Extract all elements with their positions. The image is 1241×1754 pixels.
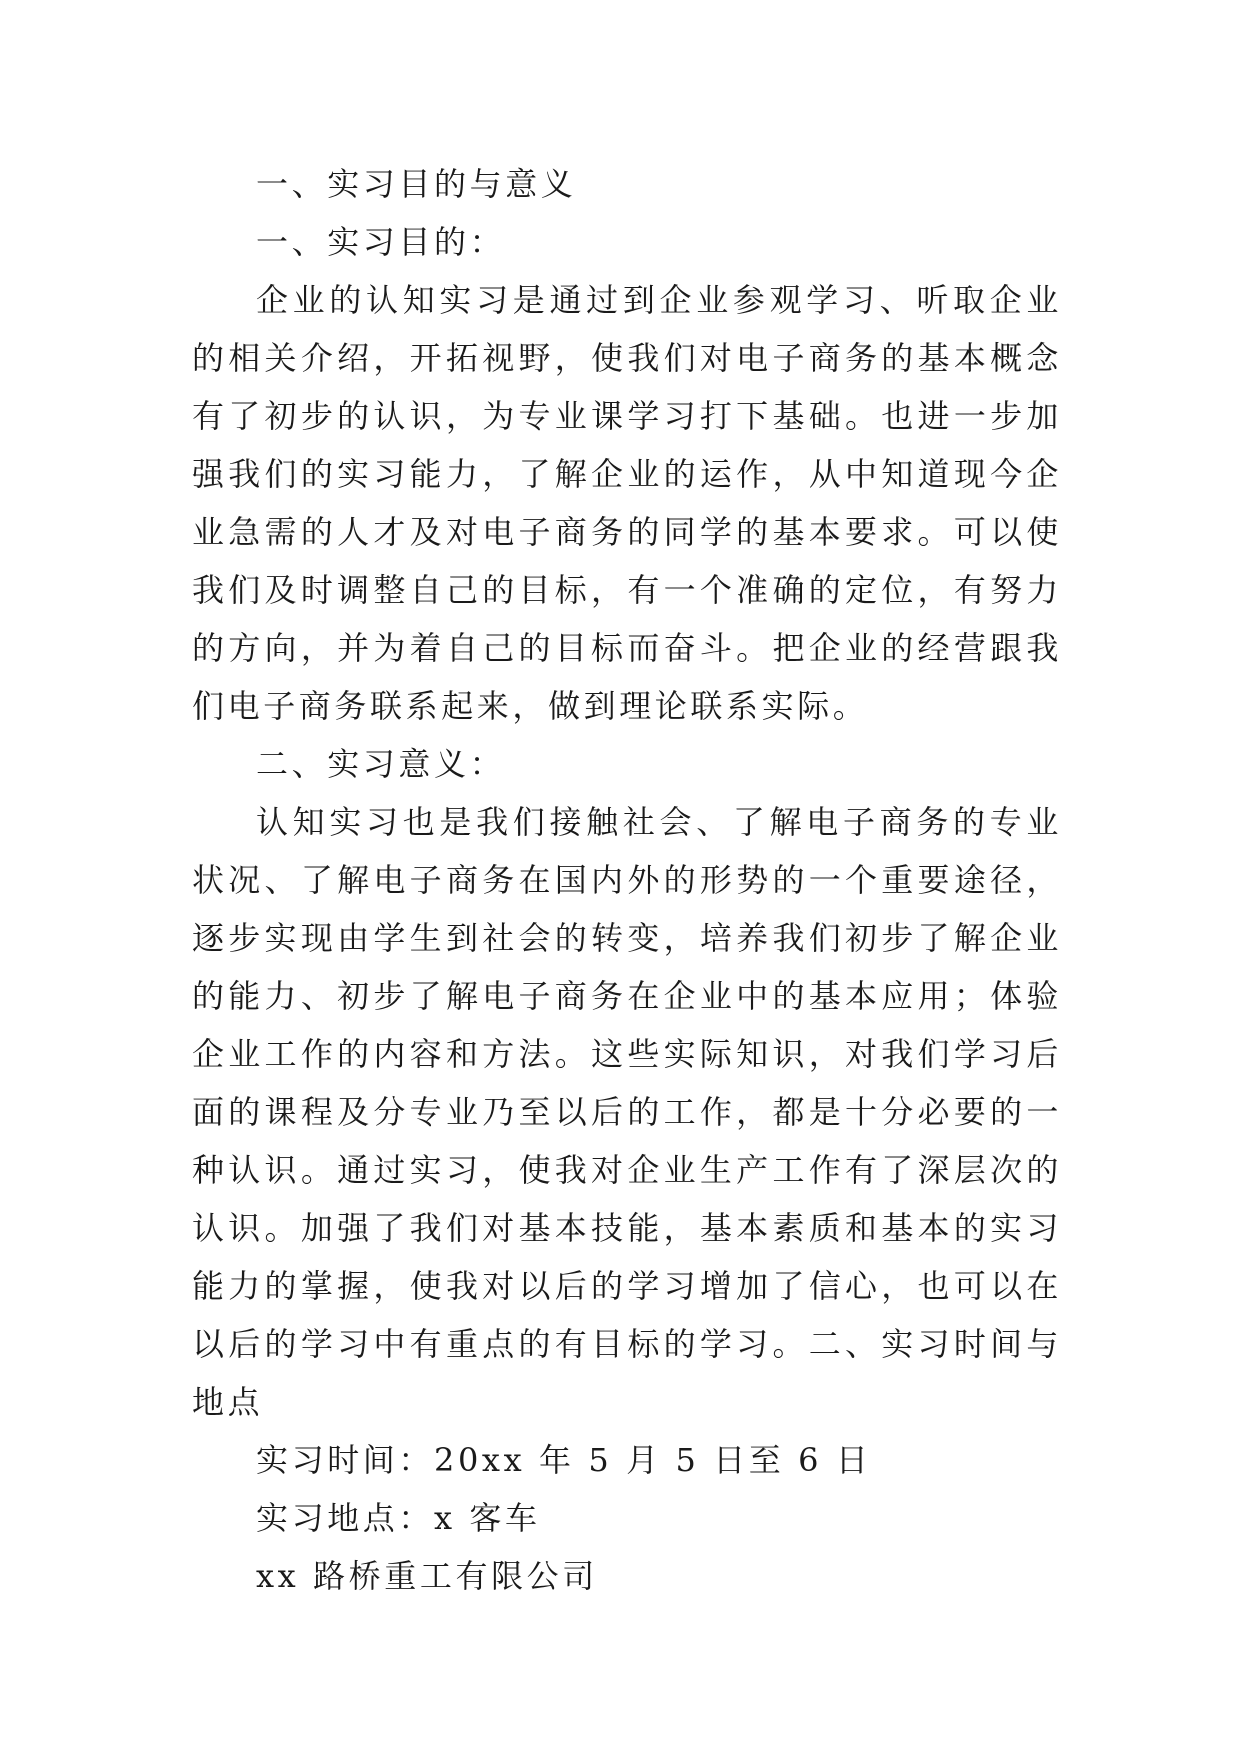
company-name: xx 路桥重工有限公司 bbox=[256, 1557, 598, 1595]
internship-location: 实习地点：x 客车 bbox=[256, 1499, 541, 1537]
subheading-purpose: 一、实习目的： bbox=[256, 223, 506, 261]
paragraph-purpose: 企业的认知实习是通过到企业参观学习、听取企业的相关介绍，开拓视野，使我们对电子商务的基本概念有了初步的认识，为专业课学习打下基础。也进一步加强我们的实习能力，了解企业的运作，从中知道现今企业急需的人才及对电子商务的同学的基本要求。可以使我们及时调整自己的目标，有一个准确的定位，有努力的方向，并为着自己的目标而奋斗。把企业的经营跟我们电子商务联系起来，做到理论联系实际。 bbox=[192, 281, 1062, 725]
section-heading-purpose-and-significance: 一、实习目的与意义 bbox=[256, 165, 577, 203]
subheading-significance: 二、实习意义： bbox=[256, 745, 506, 783]
document-body bbox=[192, 155, 1062, 1605]
paragraph-significance: 认知实习也是我们接触社会、了解电子商务的专业状况、了解电子商务在国内外的形势的一个重要途径，逐步实现由学生到社会的转变，培养我们初步了解企业的能力、初步了解电子商务在企业中的基本应用；体验企业工作的内容和方法。这些实际知识，对我们学习后面的课程及分专业乃至以后的工作，都是十分必要的一种认识。通过实习，使我对企业生产工作有了深层次的认识。加强了我们对基本技能，基本素质和基本的实习能力的掌握，使我对以后的学习增加了信心，也可以在以后的学习中有重点的有目标的学习。二、实习时间与地点 bbox=[192, 803, 1062, 1421]
internship-time: 实习时间：20xx 年 5 月 5 日至 6 日 bbox=[256, 1441, 872, 1479]
